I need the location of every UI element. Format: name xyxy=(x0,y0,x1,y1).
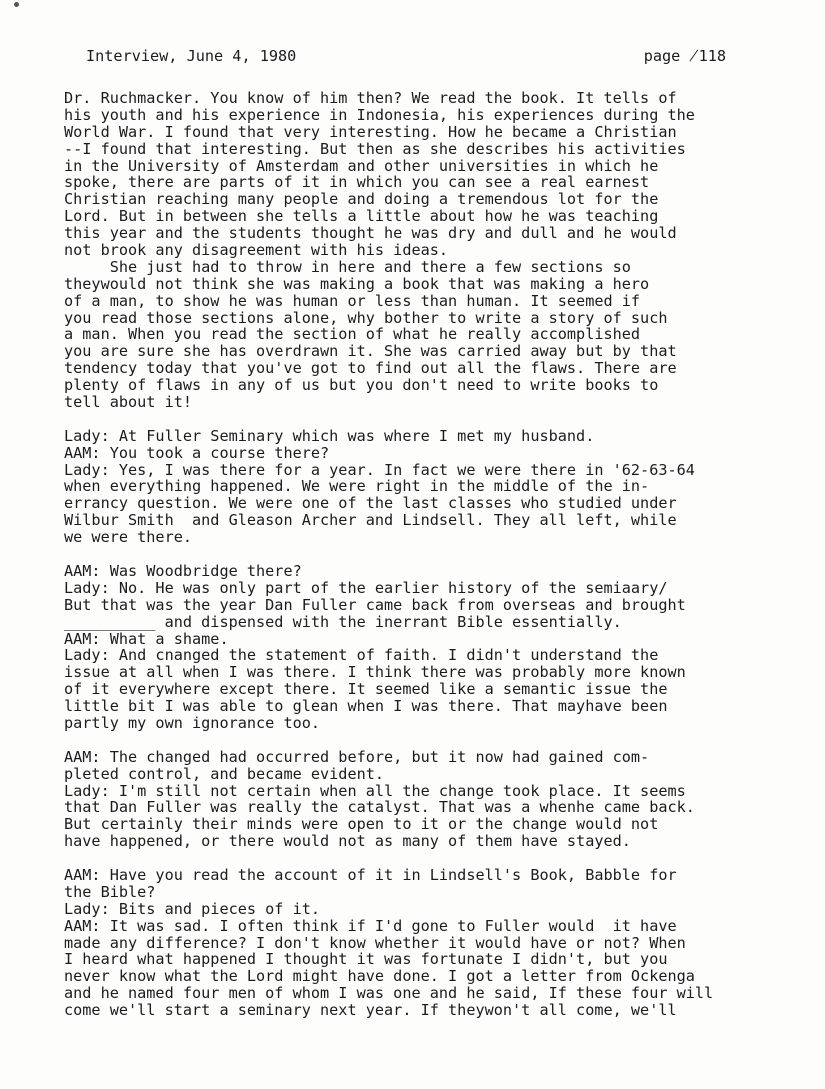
text-line: AAM: You took a course there? xyxy=(64,443,330,462)
text-line: --I found that interesting. But then as she describes his activities xyxy=(64,139,686,158)
text-line: of a man, to show he was human or less than human. It seemed if xyxy=(64,291,641,310)
text-line: made any difference? I don't know whether it would have or not? When xyxy=(64,933,686,952)
transcript-paragraph xyxy=(64,428,804,546)
text-line: She just had to throw in here and there a few sections so xyxy=(64,257,631,276)
text-line: Lord. But in between she tells a little about how he was teaching xyxy=(64,207,659,226)
text-line: you are sure she has overdrawn it. She was carried away but by that xyxy=(64,342,677,361)
paragraph-gap xyxy=(64,732,804,749)
text-line: have happened, or there would not as many of them have stayed. xyxy=(64,832,631,851)
text-line: AAM: Was Woodbridge there? xyxy=(64,561,302,580)
text-line: __________ and dispensed with the inerrant Bible essentially. xyxy=(64,612,622,631)
text-line: you read those sections alone, why bother to write a story of such xyxy=(64,308,668,327)
text-line: that Dan Fuller was really the catalyst. That was a whenhe came back. xyxy=(64,798,695,817)
text-line: AAM: Have you read the account of it in Lindsell's Book, Babble for xyxy=(64,865,677,884)
text-line: AAM: The changed had occurred before, but it now had gained com- xyxy=(64,747,650,766)
text-line: little bit I was able to glean when I was there. That mayhave been xyxy=(64,697,668,716)
text-line: and he named four men of whom I was one and he said, If these four will xyxy=(64,984,714,1003)
paragraph-gap xyxy=(64,546,804,563)
text-line: this year and the students thought he was dry and dull and he would xyxy=(64,224,677,243)
text-line: Christian reaching many people and doing a tremendous lot for the xyxy=(64,190,659,209)
text-line: pleted control, and became evident. xyxy=(64,764,385,783)
text-line: tendency today that you've got to find out all the flaws. There are xyxy=(64,359,677,378)
text-line: come we'll start a seminary next year. If theywon't all come, we'll xyxy=(64,1001,677,1020)
paragraph-gap xyxy=(64,850,804,867)
text-line: tell about it! xyxy=(64,393,193,412)
text-line: Wilbur Smith and Gleason Archer and Lindsell. They all left, while xyxy=(64,511,677,530)
transcript-body xyxy=(64,90,804,1019)
transcript-paragraph xyxy=(64,749,804,850)
text-line: Dr. Ruchmacker. You know of him then? We read the book. It tells of xyxy=(64,89,677,107)
transcript-paragraph xyxy=(64,90,804,411)
text-line: AAM: What a shame. xyxy=(64,629,229,648)
text-line: But that was the year Dan Fuller came back from overseas and brought xyxy=(64,595,686,614)
text-line: a man. When you read the section of what he really accomplished xyxy=(64,325,641,344)
text-line: spoke, there are parts of it in which you can see a real earnest xyxy=(64,173,650,192)
text-line: Lady: Yes, I was there for a year. In fact we were there in '62-63-64 xyxy=(64,460,695,479)
text-line: Lady: No. He was only part of the earlier history of the semiaary/ xyxy=(64,578,668,597)
page-number: page ̸118 xyxy=(643,47,726,65)
text-line: Lady: I'm still not certain when all the change took place. It seems xyxy=(64,781,686,800)
text-line: the Bible? xyxy=(64,882,156,901)
text-line: his youth and his experience in Indonesia, his experiences during the xyxy=(64,105,695,124)
text-line: we were there. xyxy=(64,528,193,547)
text-line: But certainly their minds were open to it or the change would not xyxy=(64,815,659,834)
text-line: theywould not think she was making a book that was making a hero xyxy=(64,274,650,293)
text-line: when everything happened. We were right in the middle of the in- xyxy=(64,477,650,496)
text-line: never know what the Lord might have done. I got a letter from Ockenga xyxy=(64,967,695,986)
text-line: Lady: And cnanged the statement of faith. I didn't understand the xyxy=(64,646,659,665)
text-line: errancy question. We were one of the last classes who studied under xyxy=(64,494,677,513)
text-line: World War. I found that very interesting. How he became a Christian xyxy=(64,122,677,141)
text-line: Lady: Bits and pieces of it. xyxy=(64,899,321,918)
paragraph-gap xyxy=(64,411,804,428)
text-line: AAM: It was sad. I often think if I'd gone to Fuller would it have xyxy=(64,916,677,935)
text-line: of it everywhere except there. It seemed like a semantic issue the xyxy=(64,680,668,699)
text-line: I heard what happened I thought it was fortunate I didn't, but you xyxy=(64,950,668,969)
text-line: Lady: At Fuller Seminary which was where I met my husband. xyxy=(64,426,595,445)
transcript-paragraph xyxy=(64,867,804,1019)
text-line: in the University of Amsterdam and other universities in which he xyxy=(64,156,659,175)
header-title: Interview, June 4, 1980 xyxy=(86,47,297,65)
text-line: plenty of flaws in any of us but you don't need to write books to xyxy=(64,376,659,395)
text-line: partly my own ignorance too. xyxy=(64,713,321,732)
text-line: not brook any disagreement with his ideas. xyxy=(64,241,449,260)
text-line: issue at all when I was there. I think there was probably more known xyxy=(64,663,686,682)
paper-speck xyxy=(14,2,19,7)
transcript-paragraph xyxy=(64,563,804,732)
